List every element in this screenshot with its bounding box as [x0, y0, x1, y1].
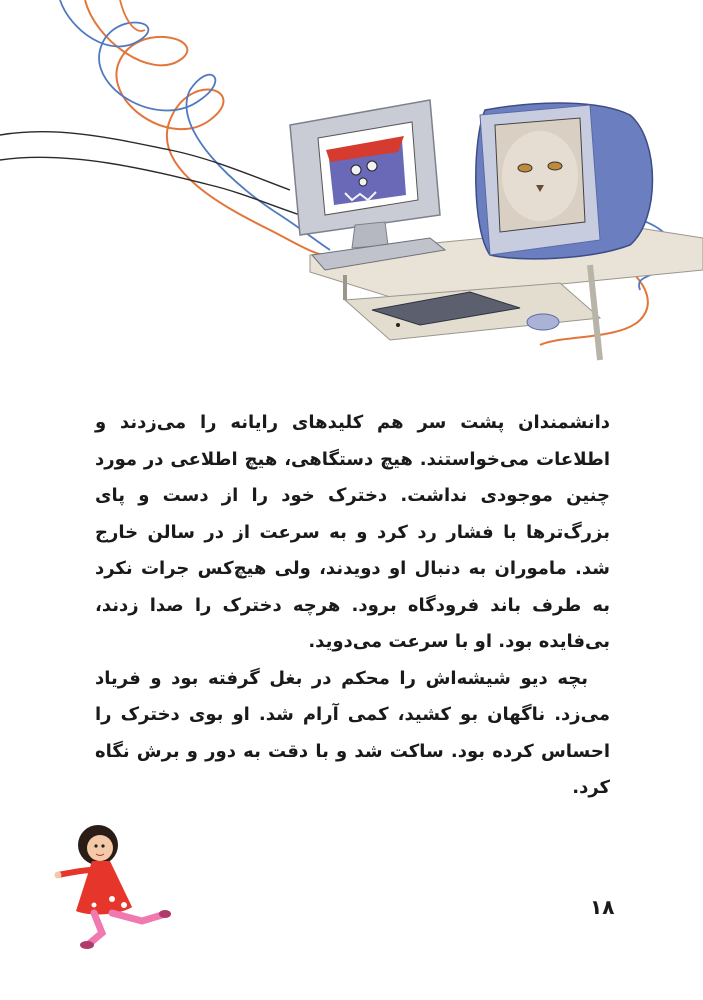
story-paragraph-1: دانشمندان پشت سر هم کلیدهای رایانه را می‌زدند و اطلاعات می‌خواستند. هیچ دستگاهی، هیچ اطلاعی در مورد چنین موجودی نداشت. دخترک خود را از دست و پای بزرگ‌ترها با فشار رد کرد و به سرعت از در سالن خارج شد. ماموران به دنبال او دویدند، ولی هیچ‌کس جرات نکرد به طرف باند فرودگاه برود. هرچه دخترک را صدا زدند، بی‌فایده بود. او با سرعت می‌دوید. — [95, 412, 610, 652]
black-wire — [0, 132, 300, 215]
dress-flower-3 — [92, 903, 97, 908]
girl-arm — [58, 870, 90, 875]
girl-leg-back — [90, 913, 102, 943]
monster-eye-1 — [351, 165, 361, 175]
girl-shoe-front — [159, 910, 171, 918]
keyboard-button — [396, 323, 400, 327]
cat-eye-right — [548, 162, 562, 170]
computers-illustration — [0, 0, 703, 370]
dress-flower-1 — [109, 896, 115, 902]
girl-leg-front — [112, 913, 162, 921]
girl-face — [87, 835, 113, 861]
page-number: ۱۸ — [590, 895, 615, 919]
mouse — [527, 314, 559, 330]
orange-wire-top — [120, 0, 145, 31]
silver-monitor-stand — [352, 222, 388, 248]
cat-eye-left — [518, 164, 532, 172]
dress-flower-2 — [121, 902, 127, 908]
girl-shoe-back — [80, 941, 94, 949]
story-paragraph-2: بچه دیو شیشه‌اش را محکم در بغل گرفته بود و فریاد می‌زد. ناگهان بو کشید، کمی آرام شد. او بوی دخترک را احساس کرده بود. ساکت شد و با دقت به دور و برش نگاه کرد. — [95, 667, 610, 798]
girl-eye-2 — [101, 844, 104, 847]
monster-eye-3 — [359, 178, 367, 186]
story-text — [95, 405, 610, 807]
cat-face — [502, 131, 578, 221]
girl-eye — [94, 844, 97, 847]
monster-eye-2 — [367, 161, 377, 171]
running-girl-illustration — [50, 815, 190, 955]
girl-hand — [55, 872, 62, 879]
